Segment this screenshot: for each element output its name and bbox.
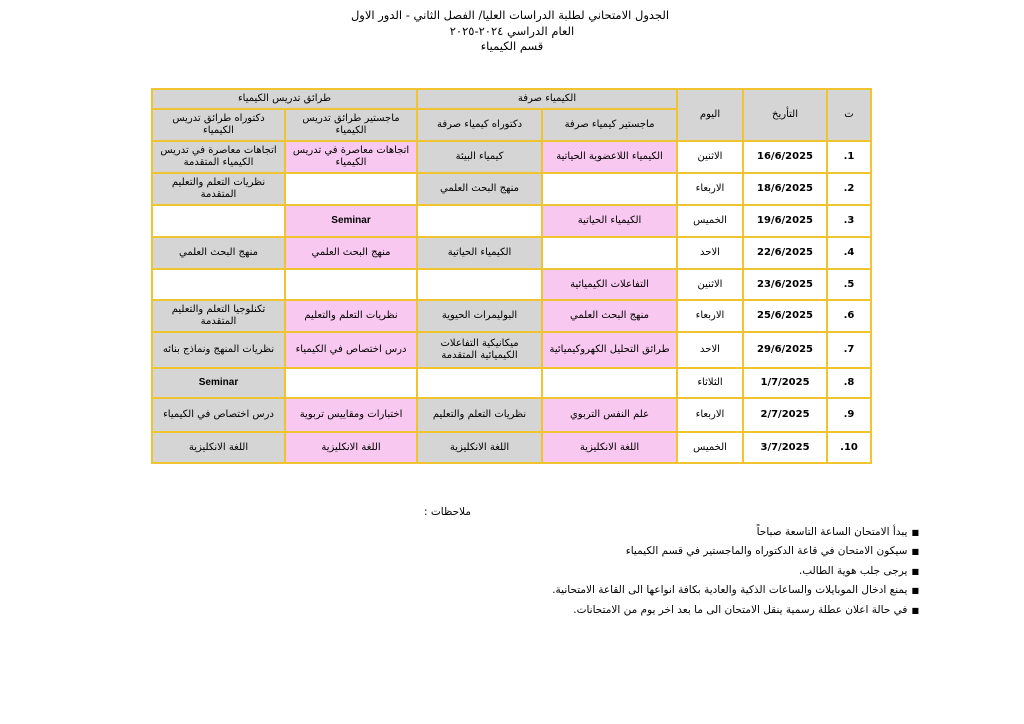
cell-phd-pure	[417, 368, 542, 398]
cell-phd-methods: اللغة الانكليزية	[152, 432, 285, 463]
cell-msc-methods: Seminar	[285, 205, 417, 237]
row-date: 25/6/2025	[743, 300, 827, 332]
cell-msc-methods: اللغة الانكليزية	[285, 432, 417, 463]
notes-list	[424, 523, 944, 621]
cell-phd-methods: درس اختصاص في الكيمياء	[152, 398, 285, 432]
col-header-index: ت	[827, 89, 871, 141]
cell-msc-pure	[542, 173, 677, 205]
cell-msc-pure: اللغة الانكليزية	[542, 432, 677, 463]
note-text: يرجى جلب هوية الطالب.	[798, 564, 908, 577]
col-group-pure-chemistry: الكيمياء صرفة	[417, 89, 677, 109]
cell-msc-pure: التفاعلات الكيميائية	[542, 269, 677, 300]
col-header-phd-pure: دكتوراه كيمياء صرفة	[417, 109, 542, 141]
row-index: .7	[827, 332, 871, 368]
cell-phd-methods: نظريات التعلم والتعليم المتقدمة	[152, 173, 285, 205]
cell-phd-methods: تكنلوجيا التعلم والتعليم المتقدمة	[152, 300, 285, 332]
cell-msc-pure: الكيمياء الحياتية	[542, 205, 677, 237]
note-text: في حالة اعلان عطلة رسمية ينقل الامتحان الى ما بعد اخر يوم من الامتحانات.	[573, 603, 908, 616]
col-group-chemistry-methods: طرائق تدريس الكيمياء	[152, 89, 417, 109]
note-text: يبدأ الامتحان الساعة التاسعة صباحاً	[756, 525, 908, 538]
col-header-msc-pure: ماجستير كيمياء صرفة	[542, 109, 677, 141]
cell-phd-pure	[417, 269, 542, 300]
table-row	[152, 300, 871, 332]
note-item	[424, 601, 919, 621]
row-day: الاربعاء	[677, 173, 743, 205]
row-index: .4	[827, 237, 871, 269]
table-row	[152, 368, 871, 398]
row-day: الاحد	[677, 332, 743, 368]
table-row	[152, 269, 871, 300]
note-text: يمنع ادخال الموبايلات والساعات الذكية والعادية بكافة انواعها الى القاعة الامتحانية.	[552, 584, 908, 596]
notes-section	[424, 503, 944, 620]
col-header-msc-methods: ماجستير طرائق تدريس الكيمياء	[285, 109, 417, 141]
cell-phd-methods: منهج البحث العلمي	[152, 237, 285, 269]
col-header-phd-methods: دكتوراه طرائق تدريس الكيمياء	[152, 109, 285, 141]
row-day: الثلاثاء	[677, 368, 743, 398]
table-row	[152, 237, 871, 269]
row-date: 2/7/2025	[743, 398, 827, 432]
cell-msc-methods: نظريات التعلم والتعليم	[285, 300, 417, 332]
row-date: 22/6/2025	[743, 237, 827, 269]
col-header-day: اليوم	[677, 89, 743, 141]
square-bullet-icon: ■	[911, 586, 919, 595]
row-date: 19/6/2025	[743, 205, 827, 237]
square-bullet-icon: ■	[911, 547, 919, 556]
cell-phd-pure: كيمياء البيئة	[417, 141, 542, 173]
cell-msc-methods: منهج البحث العلمي	[285, 237, 417, 269]
row-day: الخميس	[677, 432, 743, 463]
note-item	[424, 581, 919, 601]
row-index: .9	[827, 398, 871, 432]
cell-phd-pure: نظريات التعلم والتعليم	[417, 398, 542, 432]
cell-phd-methods: اتجاهات معاصرة في تدريس الكيمياء المتقدمة	[152, 141, 285, 173]
row-date: 16/6/2025	[743, 141, 827, 173]
academic-year: العام الدراسي ٢٠٢٤-٢٠٢٥	[449, 23, 575, 38]
cell-msc-pure: منهج البحث العلمي	[542, 300, 677, 332]
notes-title: ملاحظات :	[424, 506, 471, 518]
row-date: 29/6/2025	[743, 332, 827, 368]
square-bullet-icon: ■	[911, 527, 919, 537]
row-date: 18/6/2025	[743, 173, 827, 205]
cell-msc-pure: علم النفس التربوي	[542, 398, 677, 432]
cell-msc-methods	[285, 368, 417, 398]
table-row	[152, 432, 871, 463]
note-item	[424, 523, 919, 543]
row-index: .3	[827, 205, 871, 237]
cell-msc-methods	[285, 269, 417, 300]
row-index: .5	[827, 269, 871, 300]
table-row	[152, 332, 871, 368]
cell-phd-pure: البوليمرات الحيوية	[417, 300, 542, 332]
row-day: الاثنين	[677, 141, 743, 173]
cell-msc-methods: اختبارات ومقاييس تربوية	[285, 398, 417, 432]
cell-phd-methods	[152, 269, 285, 300]
department-name: قسم الكيمياء	[480, 39, 544, 53]
cell-phd-pure: الكيمياء الحياتية	[417, 237, 542, 269]
row-day: الاثنين	[677, 269, 743, 300]
cell-phd-methods	[152, 205, 285, 237]
cell-msc-methods	[285, 173, 417, 205]
row-day: الخميس	[677, 205, 743, 237]
cell-phd-pure	[417, 205, 542, 237]
row-date: 3/7/2025	[743, 432, 827, 463]
table-row	[152, 205, 871, 237]
cell-phd-methods: نظريات المنهج ونماذج بنائه	[152, 332, 285, 368]
cell-msc-methods: اتجاهات معاصرة في تدريس الكيمياء	[285, 141, 417, 173]
page-title-block	[0, 8, 1024, 55]
cell-phd-pure: اللغة الانكليزية	[417, 432, 542, 463]
exam-schedule-table	[151, 88, 872, 464]
row-index: .6	[827, 300, 871, 332]
cell-phd-pure: منهج البحث العلمي	[417, 173, 542, 205]
row-day: الاربعاء	[677, 398, 743, 432]
cell-msc-pure	[542, 368, 677, 398]
cell-phd-methods: Seminar	[152, 368, 285, 398]
cell-msc-pure: الكيمياء اللاعضوية الحياتية	[542, 141, 677, 173]
exam-schedule-title: الجدول الامتحاني لطلبة الدراسات العليا/ الفصل الثاني - الدور الاول	[350, 8, 670, 22]
cell-phd-pure: ميكانيكية التفاعلات الكيميائية المتقدمة	[417, 332, 542, 368]
row-index: .1	[827, 141, 871, 173]
row-index: .10	[827, 432, 871, 463]
row-index: .2	[827, 173, 871, 205]
note-item	[424, 562, 919, 582]
square-bullet-icon: ■	[911, 605, 919, 615]
row-day: الاربعاء	[677, 300, 743, 332]
row-date: 1/7/2025	[743, 368, 827, 398]
note-item	[424, 542, 919, 562]
note-text: سيكون الامتحان في قاعة الدكتوراه والماجستير في قسم الكيمياء	[625, 545, 908, 557]
row-date: 23/6/2025	[743, 269, 827, 300]
table-row	[152, 141, 871, 173]
cell-msc-pure	[542, 237, 677, 269]
table-row	[152, 173, 871, 205]
square-bullet-icon: ■	[911, 566, 919, 576]
cell-msc-methods: درس اختصاص في الكيمياء	[285, 332, 417, 368]
table-row	[152, 398, 871, 432]
row-index: .8	[827, 368, 871, 398]
col-header-date: التأريخ	[743, 89, 827, 141]
cell-msc-pure: طرائق التحليل الكهروكيميائية	[542, 332, 677, 368]
row-day: الاحد	[677, 237, 743, 269]
